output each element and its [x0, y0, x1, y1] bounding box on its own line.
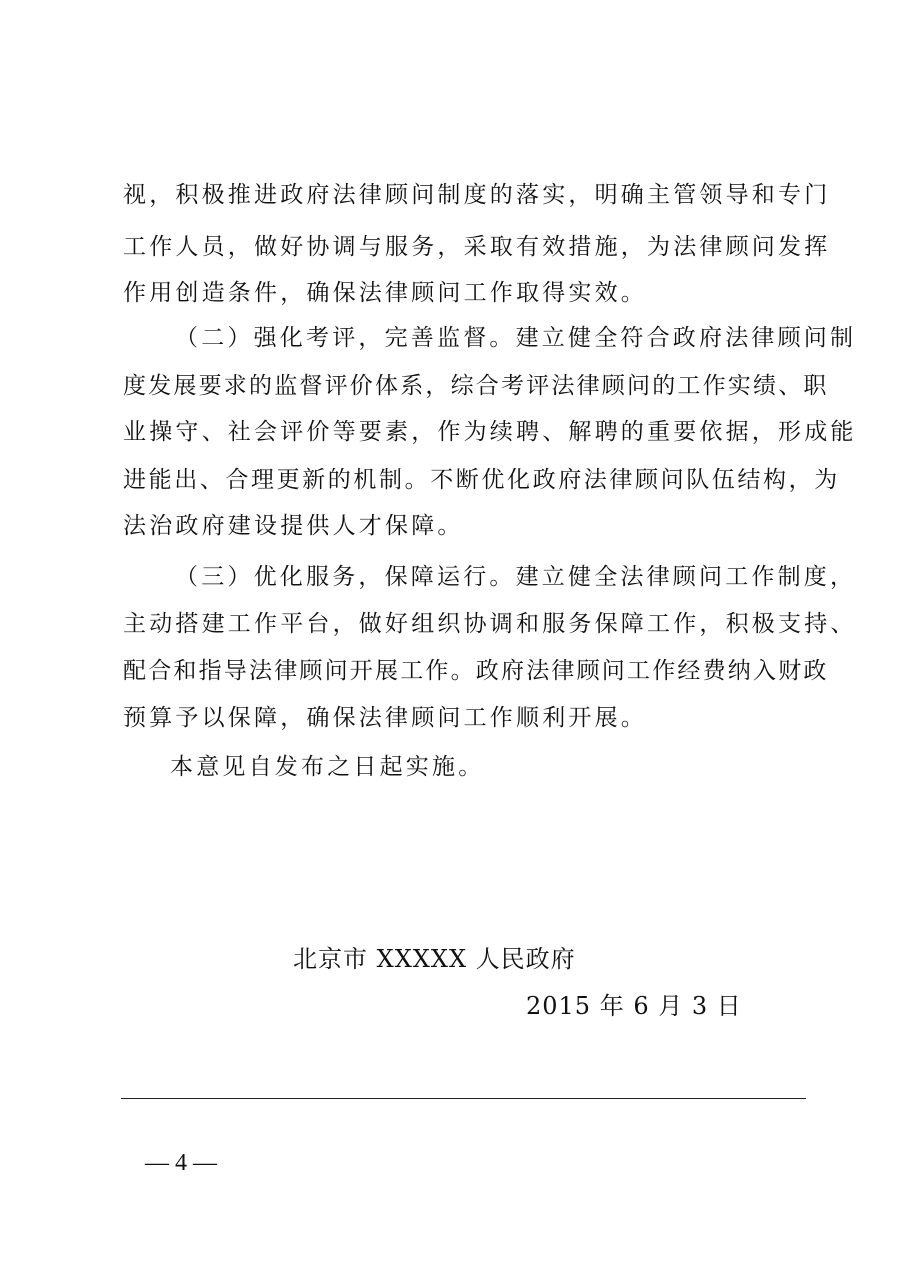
body-line: 进能出、合理更新的机制。不断优化政府法律顾问队伍结构，为: [123, 467, 840, 493]
body-line: 度发展要求的监督评价体系，综合考评法律顾问的工作实绩、职: [123, 373, 829, 399]
page-number: — 4 —: [145, 1150, 217, 1176]
body-line: 法治政府建设提供人才保障。: [123, 513, 464, 539]
closing-line: 本意见自发布之日起实施。: [170, 754, 485, 780]
body-line: 配合和指导法律顾问开展工作。政府法律顾问工作经费纳入财政: [123, 658, 829, 684]
body-line: 预算予以保障，确保法律顾问工作顺利开展。: [123, 705, 647, 731]
issue-date: 2015 年 6 月 3 日: [526, 992, 742, 1020]
body-line: 作用创造条件，确保法律顾问工作取得实效。: [123, 280, 647, 306]
body-line: 工作人员，做好协调与服务，采取有效措施，为法律顾问发挥: [123, 234, 831, 260]
issuer-name: 北京市 XXXXX 人民政府: [293, 945, 576, 973]
section-heading-line: （三）优化服务，保障运行。建立健全法律顾问工作制度，: [175, 564, 857, 590]
body-line: 主动搭建工作平台，做好组织协调和服务保障工作，积极支持、: [123, 611, 857, 637]
body-line: 业操守、社会评价等要素，作为续聘、解聘的重要依据，形成能: [123, 419, 857, 445]
body-line: 视，积极推进政府法律顾问制度的落实，明确主管领导和专门: [123, 182, 831, 208]
section-heading-line: （二）强化考评，完善监督。建立健全符合政府法律顾问制: [175, 325, 857, 351]
footer-divider: [121, 1098, 806, 1099]
